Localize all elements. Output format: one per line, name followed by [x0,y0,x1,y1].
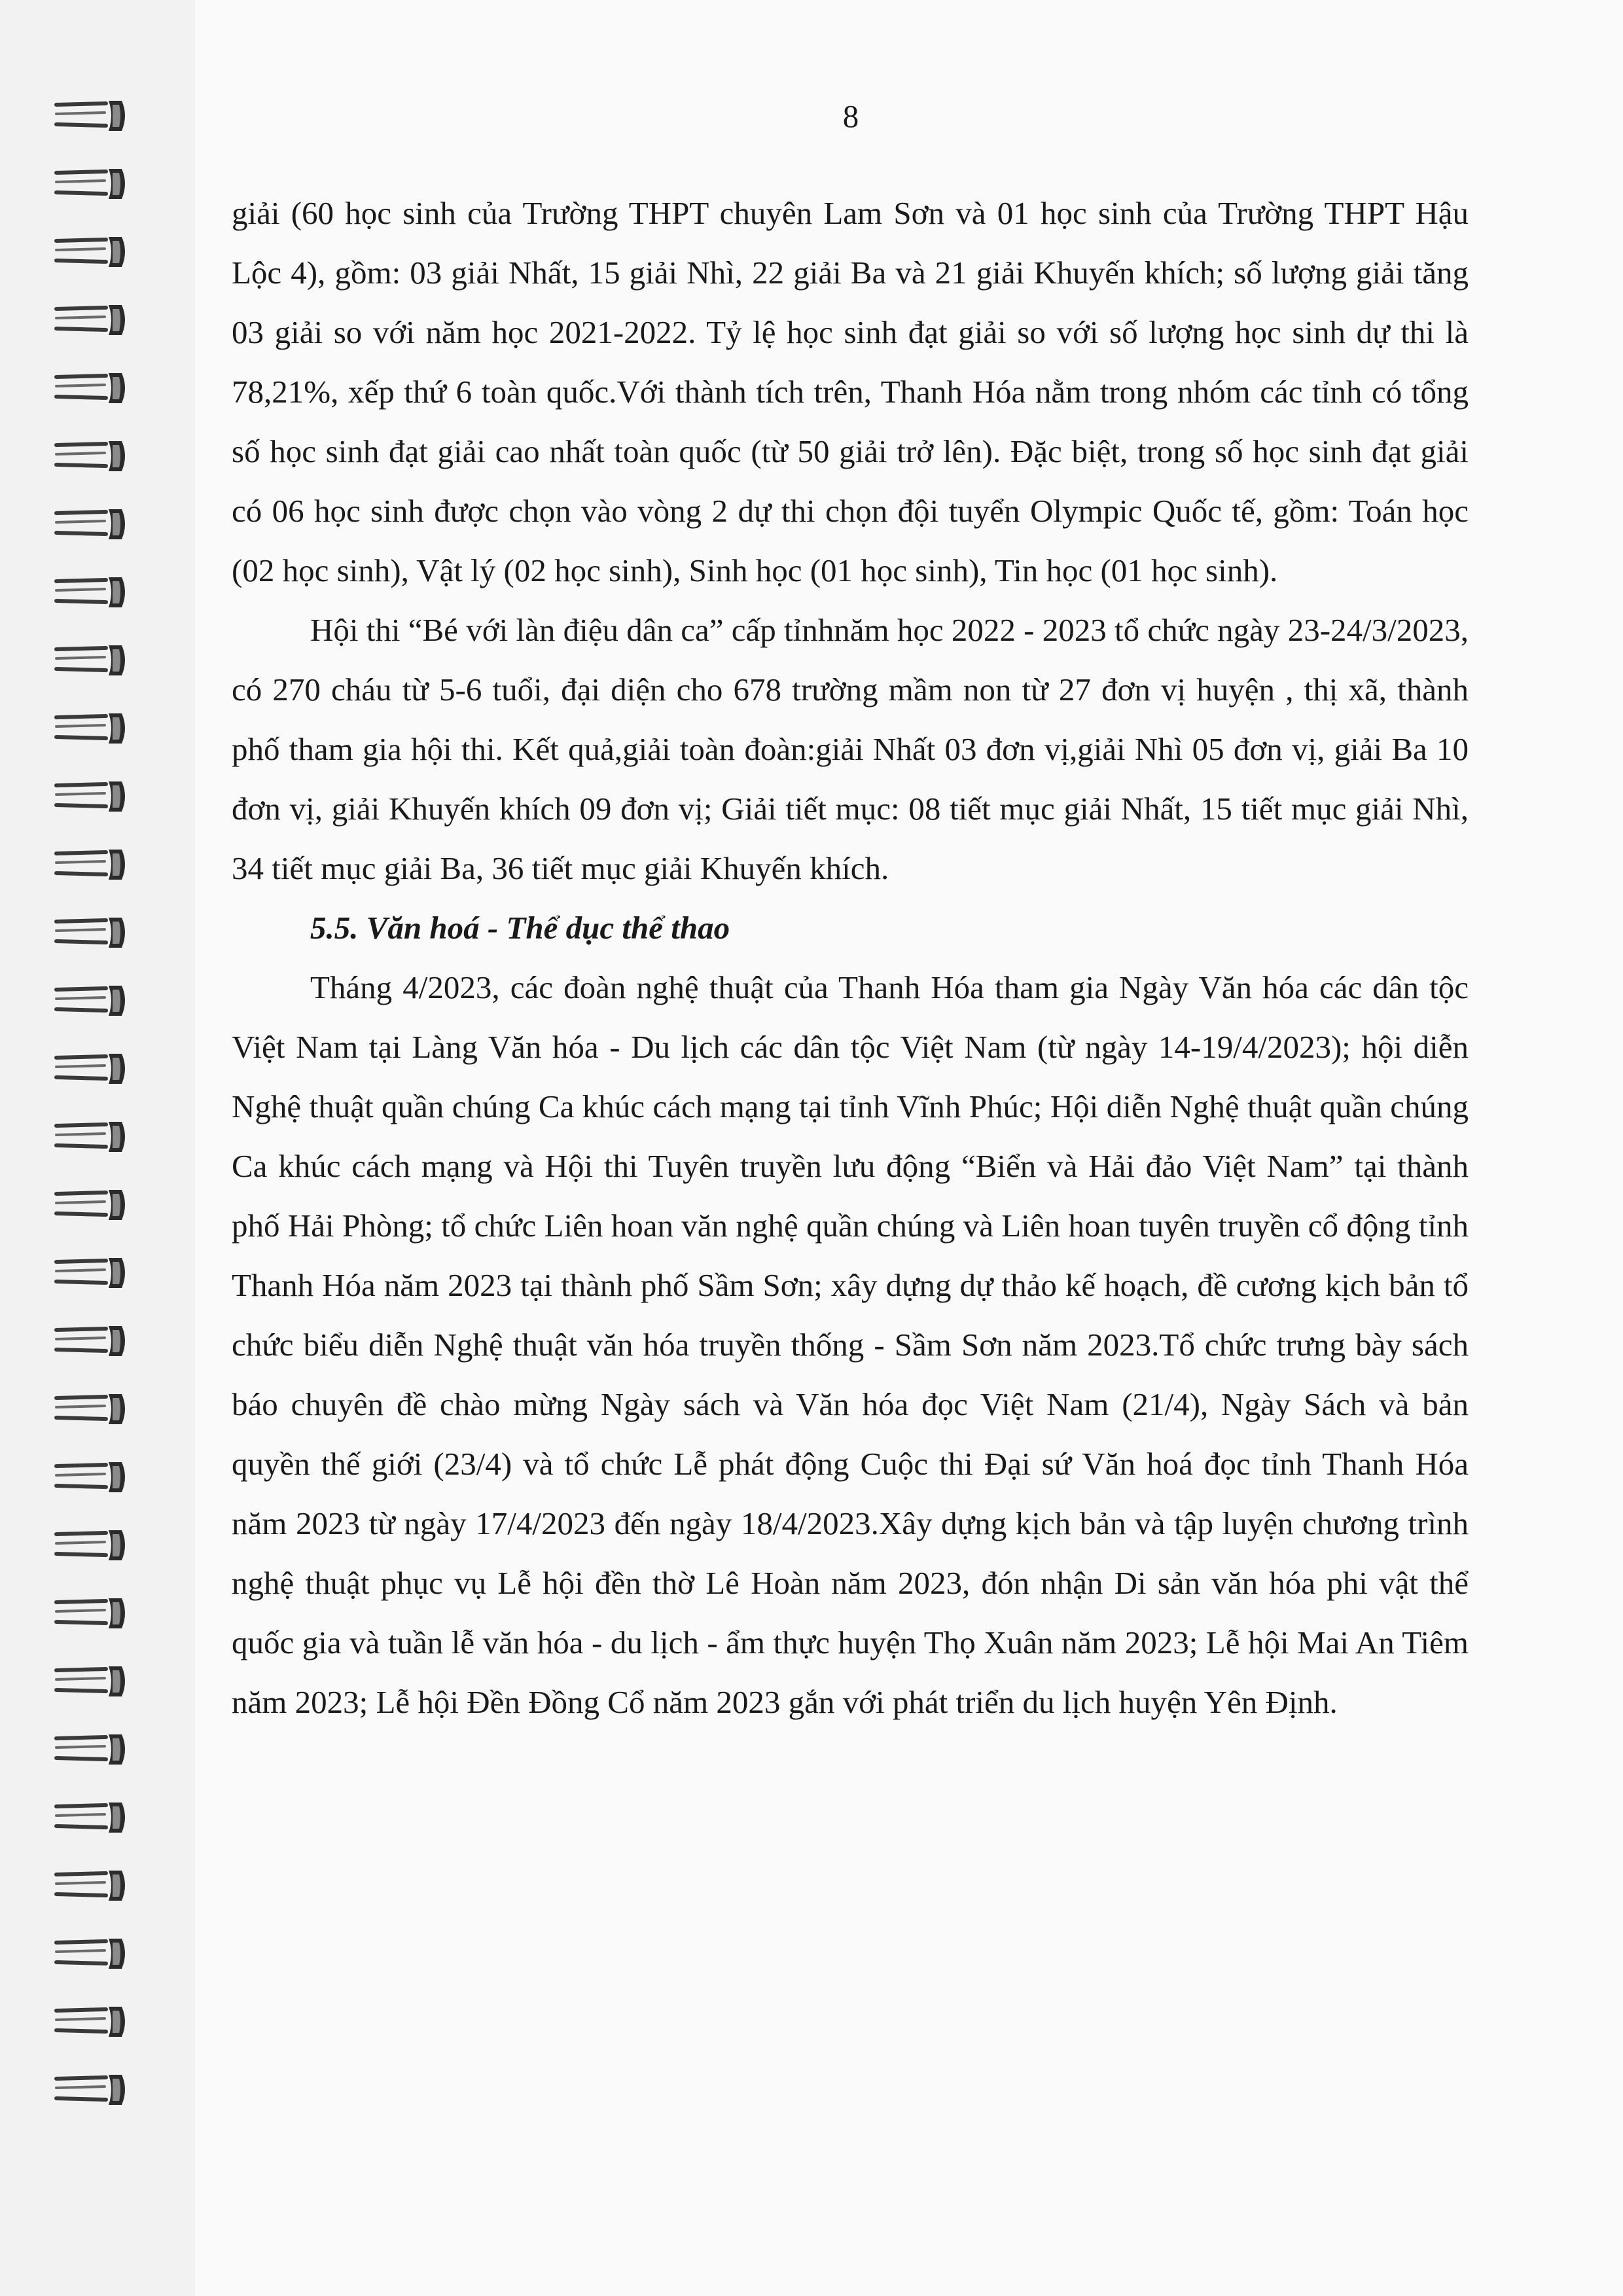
binding-ring-icon [54,1051,132,1086]
paragraph: giải (60 học sinh của Trường THPT chuyên Lam Sơn và 01 học sinh của Trường THPT Hậu Lộc 4), gồm: 03 giải Nhất, 15 giải Nhì, 22 giải Ba và 21 giải Khuyến khích; số lượng giải tăng 03 giải so với năm học 2021-2022. Tỷ lệ học sinh đạt giải so với số lượng học sinh dự thi là 78,21%, xếp thứ 6 toàn quốc.Với thành tích trên, Thanh Hóa nằm trong nhóm các tỉnh có tổng số học sinh đạt giải cao nhất toàn quốc (từ 50 giải trở lên). Đặc biệt, trong số học sinh đạt giải có 06 học sinh được chọn vào vòng 2 dự thi chọn đội tuyển Olympic Quốc tế, gồm: Toán học (02 học sinh), Vật lý (02 học sinh), Sinh học (01 học sinh), Tin học (01 học sinh). [232,195,1469,588]
page-number: 8 [842,98,859,134]
binding-ring-icon [54,1936,132,1971]
binding-ring-icon [54,1460,132,1495]
binding-ring-icon [54,98,132,134]
binding-ring-icon [54,983,132,1018]
binding-ring-icon [54,575,132,610]
binding-ring-icon [54,166,132,202]
binding-ring-icon [54,1800,132,1835]
binding-ring-icon [54,1323,132,1359]
binding-ring-icon [54,370,132,406]
binding-ring-icon [54,234,132,270]
binding-ring-icon [54,847,132,882]
binding-ring-icon [54,2072,132,2108]
binding-ring-icon [54,2004,132,2039]
paragraph: Tháng 4/2023, các đoàn nghệ thuật của Thanh Hóa tham gia Ngày Văn hóa các dân tộc Việt Nam tại Làng Văn hóa - Du lịch các dân tộc Việt Nam (từ ngày 14-19/4/2023); hội diễn Nghệ thuật quần chúng Ca khúc cách mạng tại tỉnh Vĩnh Phúc; Hội diễn Nghệ thuật quần chúng Ca khúc cách mạng và Hội thi Tuyên truyền lưu động “Biển và Hải đảo Việt Nam” tại thành phố Hải Phòng; tổ chức Liên hoan văn nghệ quần chúng và Liên hoan tuyên truyền cổ động tỉnh Thanh Hóa năm 2023 tại thành phố Sầm Sơn; xây dựng dự thảo kế hoạch, đề cương kịch bản tổ chức biểu diễn Nghệ thuật văn hóa truyền thống - Sầm Sơn năm 2023.Tổ chức trưng bày sách báo chuyên đề chào mừng Ngày sách và Văn hóa đọc Việt Nam (21/4), Ngày Sách và bản quyền thế giới (23/4) và tổ chức Lễ phát động Cuộc thi Đại sứ Văn hoá đọc tỉnh Thanh Hóa năm 2023 từ ngày 17/4/2023 đến ngày 18/4/2023.Xây dựng kịch bản và tập luyện chương trình nghệ thuật phục vụ Lễ hội đền thờ Lê Hoàn năm 2023, đón nhận Di sản văn hóa phi vật thể quốc gia và tuần lễ văn hóa - du lịch - ẩm thực huyện Thọ Xuân năm 2023; Lễ hội Mai An Tiêm năm 2023; Lễ hội Đền Đồng Cổ năm 2023 gắn với phát triển du lịch huyện Yên Định. [232,969,1469,1720]
document-body [232,183,1469,1732]
binding-ring-icon [54,1596,132,1631]
binding-ring-icon [54,1119,132,1155]
binding-ring-icon [54,711,132,746]
section-heading: 5.5. Văn hoá - Thể dục thể thao [310,910,730,946]
binding-ring-icon [54,1255,132,1291]
binding-ring-icon [54,1664,132,1699]
binding-ring-icon [54,1528,132,1563]
binding-ring-icon [54,302,132,338]
binding-ring-icon [54,439,132,474]
binding-ring-icon [54,1391,132,1427]
binding-ring-icon [54,1868,132,1903]
binding-ring-icon [54,1187,132,1223]
paragraph: Hội thi “Bé với làn điệu dân ca” cấp tỉnhnăm học 2022 - 2023 tổ chức ngày 23-24/3/2023, có 270 cháu từ 5-6 tuổi, đại diện cho 678 trường mầm non từ 27 đơn vị huyện , thị xã, thành phố tham gia hội thi. Kết quả,giải toàn đoàn:giải Nhất 03 đơn vị,giải Nhì 05 đơn vị, giải Ba 10 đơn vị, giải Khuyến khích 09 đơn vị; Giải tiết mục: 08 tiết mục giải Nhất, 15 tiết mục giải Nhì, 34 tiết mục giải Ba, 36 tiết mục giải Khuyến khích. [232,612,1469,886]
binding-ring-icon [54,779,132,814]
binding-ring-icon [54,643,132,678]
binding-ring-icon [54,507,132,542]
binding-ring-icon [54,915,132,950]
binding-ring-icon [54,1732,132,1767]
